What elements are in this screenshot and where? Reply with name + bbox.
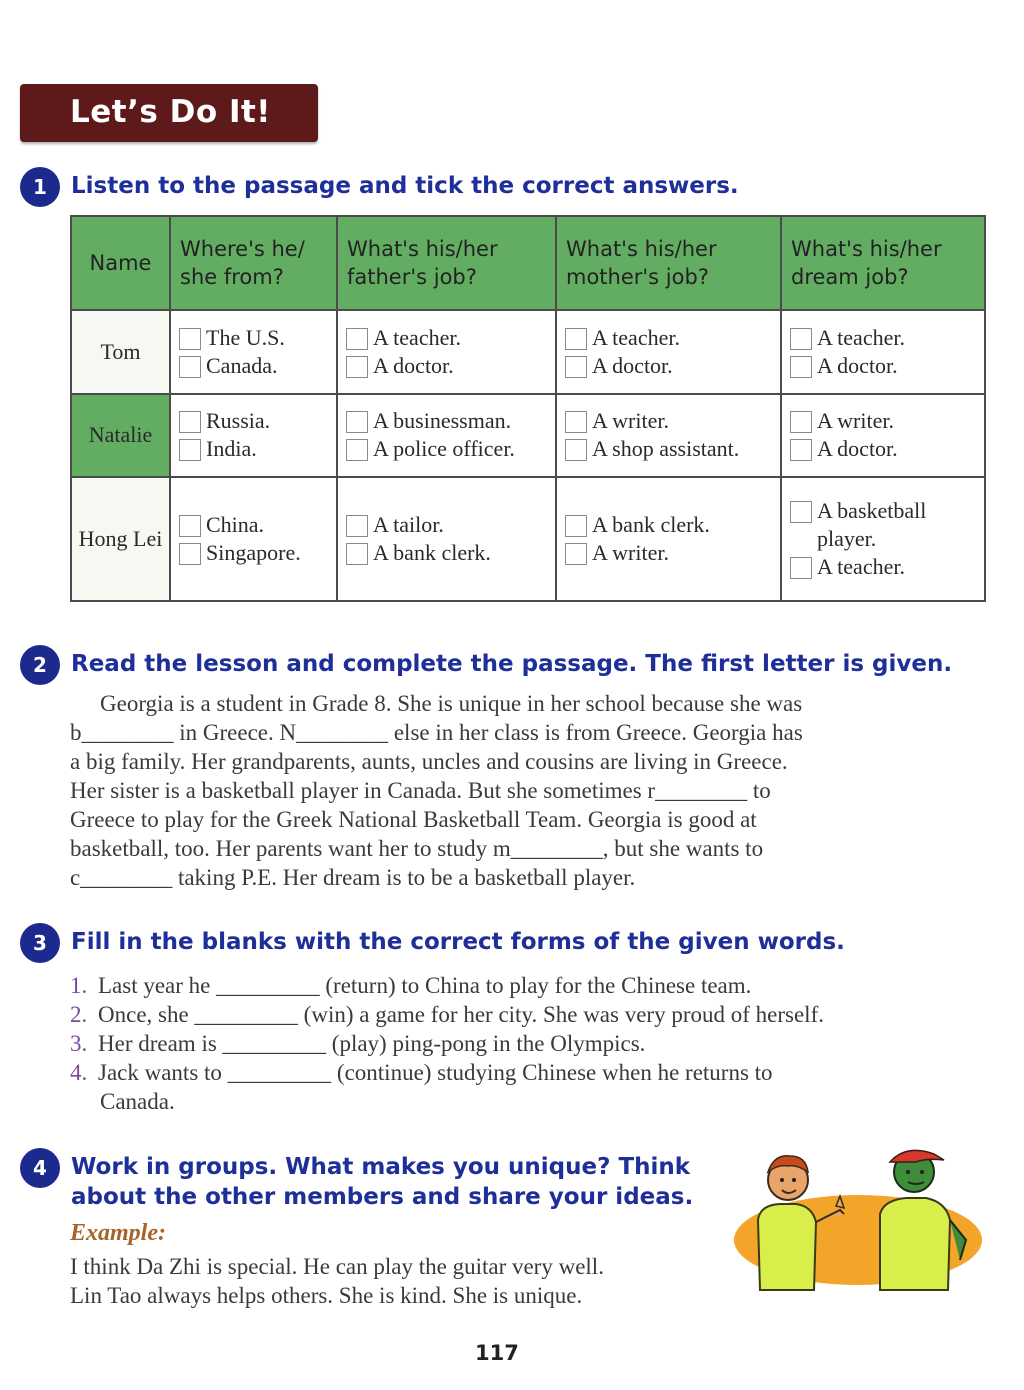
option [179,511,336,539]
option-label: A doctor. [592,352,673,378]
option [790,497,984,553]
checkbox[interactable] [790,328,812,350]
student-name: Natalie [71,394,170,478]
checkbox[interactable] [179,328,201,350]
option-label: A doctor. [817,436,898,462]
option [790,407,984,435]
checkbox[interactable] [565,328,587,350]
checkbox[interactable] [790,411,812,433]
checkbox[interactable] [790,439,812,461]
checkbox[interactable] [565,356,587,378]
table-cell [170,394,337,478]
example-line: Lin Tao always helps others. She is kind. She is unique. [70,1283,583,1308]
column-header: Where's he/ she from? [170,216,337,310]
option [179,407,336,435]
option [179,324,336,352]
option-label: A teacher. [817,554,905,580]
table-cell [170,310,337,394]
option-label: A businessman. [373,408,512,434]
item-text: Once, she _________ (win) a game for her city. She was very proud of herself. [98,1002,824,1027]
option [565,511,780,539]
list-item [70,1029,990,1058]
checkbox[interactable] [565,543,587,565]
option [179,352,336,380]
option-label: A writer. [592,408,669,434]
option-label: A doctor. [373,352,454,378]
student-name: Tom [71,310,170,394]
passage-line: Georgia is a student in Grade 8. She is unique in her school because she was [100,691,803,716]
passage [70,689,972,892]
checkbox[interactable] [179,439,201,461]
table-row [71,477,985,601]
option [346,539,555,567]
option-label: A teacher. [373,324,461,350]
item-number: 1. [70,973,88,998]
exercise-list [70,971,990,1116]
kids-illustration [730,1140,990,1310]
passage-line: a big family. Her grandparents, aunts, uncles and cousins are living in Greece. [70,749,788,774]
checkbox[interactable] [179,411,201,433]
option [179,539,336,567]
option-label: A teacher. [817,324,905,350]
section-title: Listen to the passage and tick the correct answers. [71,173,739,199]
section-banner [20,84,318,142]
column-header: What's his/her dream job? [781,216,985,310]
table-row [71,394,985,478]
checkbox[interactable] [790,501,812,523]
passage-line: Her sister is a basketball player in Canada. But she sometimes r________ to [70,778,771,803]
passage-line: b________ in Greece. N________ else in her class is from Greece. Georgia has [70,720,803,745]
section-number-badge: 4 [20,1148,60,1188]
checkbox[interactable] [565,439,587,461]
list-item [70,971,990,1000]
table-cell [556,394,781,478]
option-label: China. [206,512,265,538]
option [790,352,984,380]
option [565,352,780,380]
student-name: Hong Lei [71,477,170,601]
answer-table [70,215,986,602]
checkbox[interactable] [179,356,201,378]
checkbox[interactable] [346,543,368,565]
option [346,407,555,435]
option [346,324,555,352]
checkbox[interactable] [346,411,368,433]
option-label: A police officer. [373,436,515,462]
checkbox[interactable] [346,328,368,350]
table-row [71,310,985,394]
table-cell [337,394,556,478]
item-text: Her dream is _________ (play) ping-pong in the Olympics. [98,1031,646,1056]
option [346,511,555,539]
list-item [70,1058,990,1087]
section-number-badge: 2 [20,645,60,685]
table-cell [170,477,337,601]
section-title-line: Work in groups. What makes you unique? Think [71,1154,691,1180]
example-line: I think Da Zhi is special. He can play the guitar very well. [70,1254,604,1279]
option [179,435,336,463]
option-label: A writer. [817,408,894,434]
table-cell [556,310,781,394]
example-label: Example: [70,1220,166,1246]
table-cell [781,477,985,601]
section-number-badge: 1 [20,167,60,207]
checkbox[interactable] [179,515,201,537]
section-number-badge: 3 [20,923,60,963]
section-title-line: about the other members and share your ideas. [71,1184,694,1210]
table-cell [556,477,781,601]
option-label: The U.S. [206,324,285,350]
section-title: Read the lesson and complete the passage. The first letter is given. [71,651,953,677]
option [565,539,780,567]
checkbox[interactable] [346,356,368,378]
option-label: A basketball player. [817,498,927,552]
option [790,435,984,463]
option-label: A bank clerk. [592,512,710,538]
item-number: 3. [70,1031,88,1056]
passage-line: Greece to play for the Greek National Basketball Team. Georgia is good at [70,807,757,832]
column-header: What's his/her mother's job? [556,216,781,310]
checkbox[interactable] [346,439,368,461]
checkbox[interactable] [179,543,201,565]
option-label: Singapore. [206,540,301,566]
table-cell [781,394,985,478]
table-cell [781,310,985,394]
item-continuation: Canada. [100,1089,175,1114]
item-text: Last year he _________ (return) to China to play for the Chinese team. [98,973,752,998]
passage-line: basketball, too. Her parents want her to study m________, but she wants to [70,836,764,861]
banner-title: Let’s Do It! [70,94,271,130]
checkbox[interactable] [790,557,812,579]
option [790,553,984,581]
page-number: 117 [475,1341,519,1365]
item-text: Jack wants to _________ (continue) studying Chinese when he returns to [98,1060,773,1085]
table-cell [337,310,556,394]
list-item [70,1000,990,1029]
option-label: A doctor. [817,352,898,378]
column-header: Name [71,216,170,310]
option-label: A teacher. [592,324,680,350]
checkbox[interactable] [565,515,587,537]
option [346,352,555,380]
section-title: Fill in the blanks with the correct forms of the given words. [71,929,845,955]
checkbox[interactable] [346,515,368,537]
table-cell [337,477,556,601]
passage-line: c________ taking P.E. Her dream is to be a basketball player. [70,865,636,890]
option [565,435,780,463]
option [346,435,555,463]
item-number: 4. [70,1060,88,1085]
option-label: Canada. [206,352,278,378]
checkbox[interactable] [790,356,812,378]
option [790,324,984,352]
option [565,324,780,352]
option-label: A tailor. [373,512,444,538]
option [565,407,780,435]
option-label: A writer. [592,540,669,566]
column-header: What's his/her father's job? [337,216,556,310]
table-header-row [71,216,985,310]
option-label: Russia. [206,408,271,434]
checkbox[interactable] [565,411,587,433]
option-label: A bank clerk. [373,540,491,566]
option-label: India. [206,436,257,462]
option-label: A shop assistant. [592,436,740,462]
item-number: 2. [70,1002,88,1027]
